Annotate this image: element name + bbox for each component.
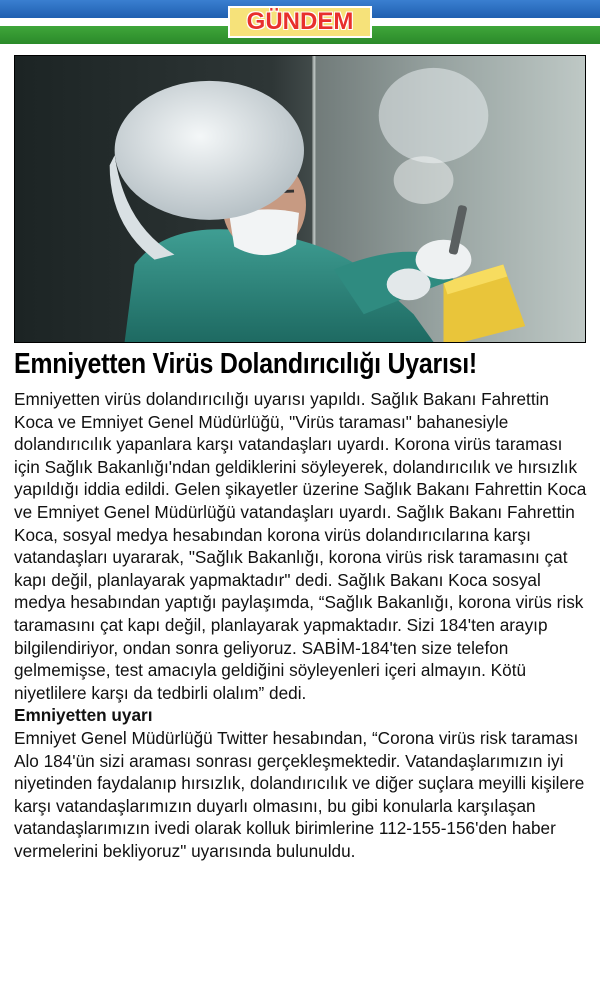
article-photo — [14, 55, 586, 343]
article-headline: Emniyetten Virüs Dolandırıcılığı Uyarısı! — [14, 348, 477, 380]
section-title: GÜNDEM — [246, 8, 354, 35]
article-paragraph: Emniyetten virüs dolandırıcılığı uyarısı yapıldı. Sağlık Bakanı Fahrettin Koca ve Emniyet Genel Müdürlüğü, "Virüs taraması" bahanesiyle dolandırıcılık yapanlara karşı vatandaşları uyardı. Korona virüs taraması için Sağlık Bakanlığı'ndan geldiklerini söyleyerek, dolandırıcılık ve hırsızlık yapıldığı iddia edildi. Gelen şikayetler üzerine Sağlık Bakanı Fahrettin Koca ve Emniyet Genel Müdürlüğü vatandaşları uyardı. Sağlık Bakanı Fahrettin Koca, sosyal medya hesabından korona virüs dolandırıcılarına karşı vatandaşları uyararak, "Sağlık Bakanlığı, korona virüs risk taramasını çat kapı değil, planlayarak yapmaktadır" dedi. Sağlık Bakanı Koca sosyal medya hesabından yaptığı paylaşımda, “Sağlık Bakanlığı, korona virüs risk taramasını çat kapı değil, planlayarak yapmaktadır. Sizi 184'ten arayıp bilgilendiriyor, ondan sonra geliyoruz. SABİM-184'ten size telefon gelmemişse, test amacıyla geldiğini söyleyenleri içeri almayın. Kötü niyetlilere karşı da tedbirli olalım” dedi. — [14, 389, 587, 703]
lab-scientist-photo-icon — [15, 56, 585, 342]
article-paragraph: Emniyet Genel Müdürlüğü Twitter hesabından, “Corona virüs risk taraması Alo 184'ün sizi araması sonrası gerçekleşmektedir. Vatandaşlarımızın iyi niyetinden faydalanıp hırsızlık, dolandırıcılık ve diğer suçlara meyilli kişilere karşı vatandaşlarımızın duyarlı olmasını, bu gibi konularla karşılaşan vatandaşlarımızın ivedi olarak kolluk birimlerine 112-155-156'den haber vermelerini bekliyoruz" uyarısında bulunuldu. — [14, 727, 585, 861]
section-label — [228, 6, 372, 38]
article-subheading: Emniyetten uyarı — [14, 705, 153, 726]
section-banner — [0, 0, 600, 44]
article-body — [14, 388, 590, 862]
